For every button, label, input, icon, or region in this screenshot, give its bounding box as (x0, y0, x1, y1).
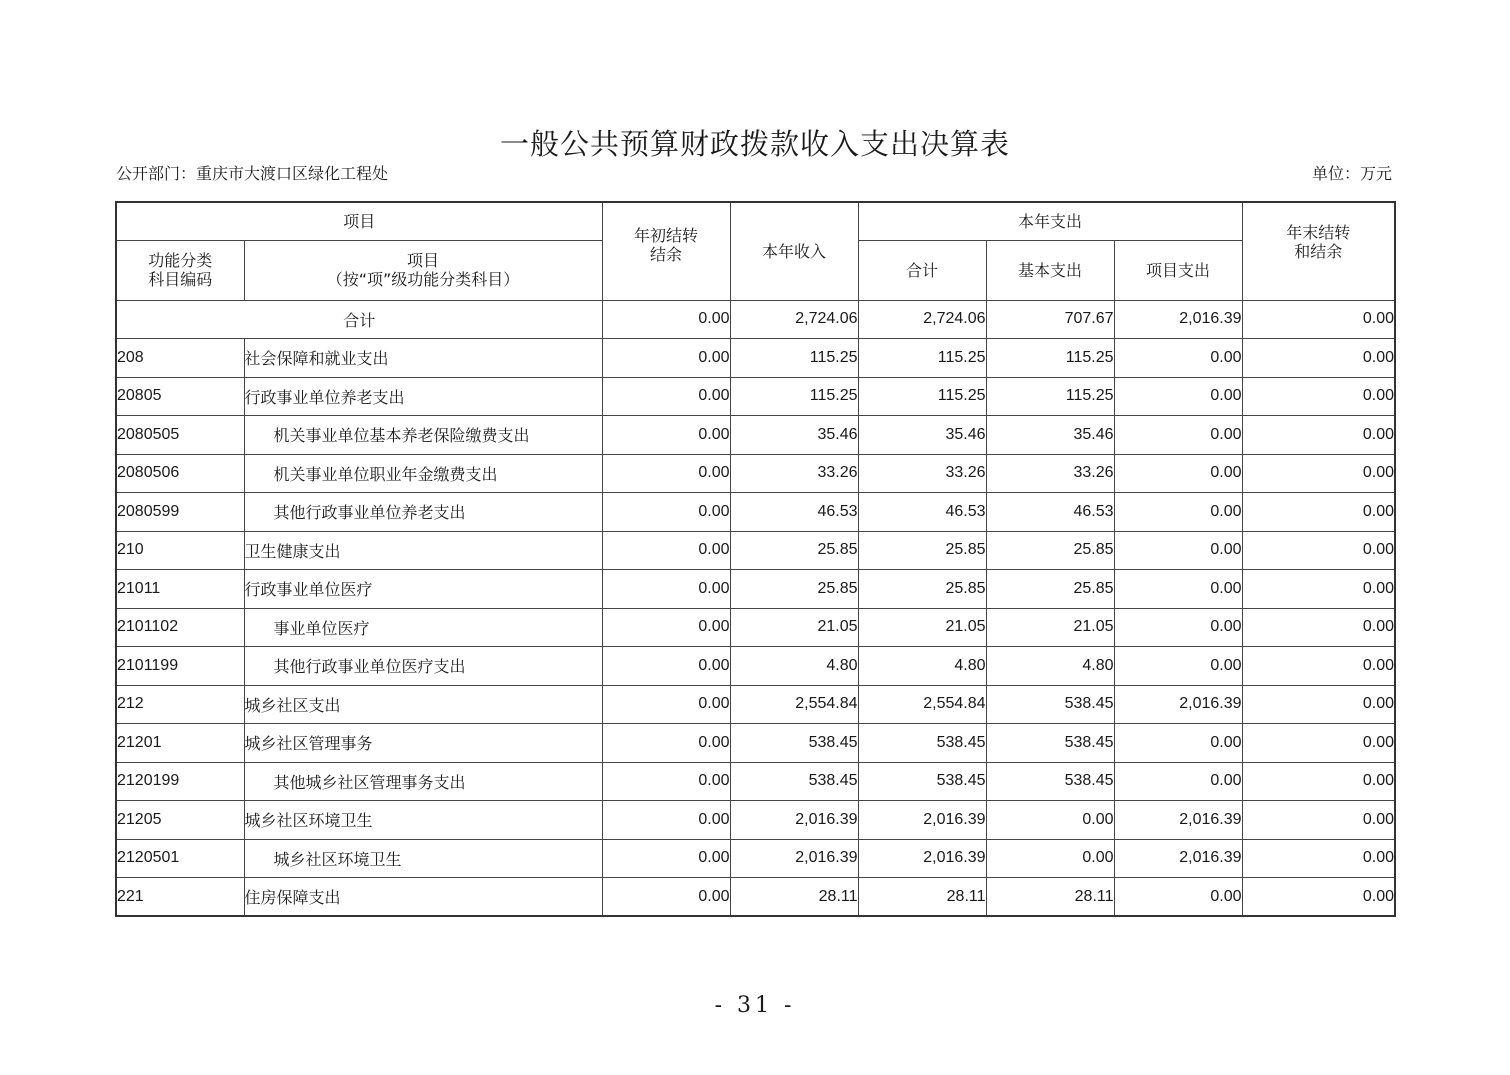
total-income: 2,724.06 (730, 300, 858, 339)
row-closing: 0.00 (1242, 570, 1395, 609)
budget-table (115, 201, 1396, 917)
row-basic: 538.45 (986, 762, 1114, 801)
row-income: 4.80 (730, 647, 858, 686)
row-closing: 0.00 (1242, 762, 1395, 801)
row-basic: 538.45 (986, 685, 1114, 724)
row-closing: 0.00 (1242, 724, 1395, 763)
row-code: 2101102 (116, 608, 244, 647)
row-opening: 0.00 (602, 762, 730, 801)
table-row (116, 878, 1395, 917)
table-row (116, 493, 1395, 532)
table-row (116, 416, 1395, 455)
row-name: 机关事业单位基本养老保险缴费支出 (244, 416, 602, 455)
row-opening: 0.00 (602, 416, 730, 455)
row-income: 115.25 (730, 377, 858, 416)
row-basic: 115.25 (986, 377, 1114, 416)
row-opening: 0.00 (602, 570, 730, 609)
row-income: 25.85 (730, 570, 858, 609)
row-basic: 33.26 (986, 454, 1114, 493)
total-opening: 0.00 (602, 300, 730, 339)
row-total: 4.80 (858, 647, 986, 686)
row-total: 33.26 (858, 454, 986, 493)
row-code: 21205 (116, 801, 244, 840)
row-closing: 0.00 (1242, 493, 1395, 532)
row-income: 46.53 (730, 493, 858, 532)
row-basic: 115.25 (986, 339, 1114, 378)
row-closing: 0.00 (1242, 685, 1395, 724)
row-closing: 0.00 (1242, 416, 1395, 455)
row-opening: 0.00 (602, 839, 730, 878)
row-total: 25.85 (858, 531, 986, 570)
total-row (116, 300, 1395, 339)
table-row (116, 570, 1395, 609)
header-item-name (244, 240, 602, 300)
row-opening: 0.00 (602, 493, 730, 532)
header-basic: 基本支出 (986, 240, 1114, 300)
total-expense-total: 2,724.06 (858, 300, 986, 339)
row-project: 0.00 (1114, 416, 1242, 455)
row-closing: 0.00 (1242, 339, 1395, 378)
row-name: 城乡社区管理事务 (244, 724, 602, 763)
row-income: 115.25 (730, 339, 858, 378)
row-name: 机关事业单位职业年金缴费支出 (244, 454, 602, 493)
row-opening: 0.00 (602, 454, 730, 493)
row-name: 城乡社区支出 (244, 685, 602, 724)
row-income: 2,016.39 (730, 801, 858, 840)
row-income: 538.45 (730, 724, 858, 763)
table-row (116, 762, 1395, 801)
row-basic: 25.85 (986, 570, 1114, 609)
row-code: 20805 (116, 377, 244, 416)
row-basic: 35.46 (986, 416, 1114, 455)
page-title: 一般公共预算财政拨款收入支出决算表 (499, 127, 1010, 161)
row-name: 其他行政事业单位养老支出 (244, 493, 602, 532)
row-closing: 0.00 (1242, 801, 1395, 840)
row-income: 33.26 (730, 454, 858, 493)
row-project: 0.00 (1114, 339, 1242, 378)
row-code: 2101199 (116, 647, 244, 686)
row-opening: 0.00 (602, 685, 730, 724)
row-total: 21.05 (858, 608, 986, 647)
row-income: 2,016.39 (730, 839, 858, 878)
row-opening: 0.00 (602, 377, 730, 416)
row-basic: 21.05 (986, 608, 1114, 647)
row-total: 2,554.84 (858, 685, 986, 724)
row-name: 社会保障和就业支出 (244, 339, 602, 378)
page-number: - 31 - (714, 993, 796, 1018)
row-opening: 0.00 (602, 801, 730, 840)
table-row (116, 724, 1395, 763)
header-item-name-line2: （按“项”级功能分类科目） (326, 270, 520, 289)
row-basic: 0.00 (986, 839, 1114, 878)
row-total: 538.45 (858, 762, 986, 801)
row-opening: 0.00 (602, 878, 730, 917)
table-row (116, 377, 1395, 416)
row-project: 0.00 (1114, 570, 1242, 609)
row-project: 0.00 (1114, 724, 1242, 763)
row-project: 0.00 (1114, 377, 1242, 416)
table-row (116, 531, 1395, 570)
row-basic: 0.00 (986, 801, 1114, 840)
row-name: 住房保障支出 (244, 878, 602, 917)
row-code: 212 (116, 685, 244, 724)
row-project: 0.00 (1114, 608, 1242, 647)
row-basic: 28.11 (986, 878, 1114, 917)
row-total: 2,016.39 (858, 801, 986, 840)
header-project: 项目支出 (1114, 240, 1242, 300)
total-closing: 0.00 (1242, 300, 1395, 339)
row-basic: 25.85 (986, 531, 1114, 570)
row-project: 0.00 (1114, 878, 1242, 917)
total-project: 2,016.39 (1114, 300, 1242, 339)
row-basic: 538.45 (986, 724, 1114, 763)
row-opening: 0.00 (602, 531, 730, 570)
row-name: 行政事业单位养老支出 (244, 377, 602, 416)
row-code: 2080599 (116, 493, 244, 532)
row-total: 35.46 (858, 416, 986, 455)
row-closing: 0.00 (1242, 878, 1395, 917)
row-project: 2,016.39 (1114, 801, 1242, 840)
row-code: 21201 (116, 724, 244, 763)
row-project: 0.00 (1114, 454, 1242, 493)
row-basic: 46.53 (986, 493, 1114, 532)
row-basic: 4.80 (986, 647, 1114, 686)
table-row (116, 339, 1395, 378)
table-row (116, 685, 1395, 724)
row-total: 28.11 (858, 878, 986, 917)
row-code: 221 (116, 878, 244, 917)
row-code: 208 (116, 339, 244, 378)
row-name: 其他行政事业单位医疗支出 (244, 647, 602, 686)
row-income: 35.46 (730, 416, 858, 455)
row-opening: 0.00 (602, 339, 730, 378)
row-name: 事业单位医疗 (244, 608, 602, 647)
row-code: 210 (116, 531, 244, 570)
total-basic: 707.67 (986, 300, 1114, 339)
total-label: 合计 (116, 300, 602, 339)
row-closing: 0.00 (1242, 647, 1395, 686)
header-year-expense: 本年支出 (858, 202, 1242, 240)
table-row (116, 647, 1395, 686)
row-opening: 0.00 (602, 724, 730, 763)
row-total: 115.25 (858, 377, 986, 416)
unit-label: 单位：万元 (1311, 164, 1392, 183)
row-project: 0.00 (1114, 531, 1242, 570)
header-total: 合计 (858, 240, 986, 300)
header-func-code-text: 功能分类科目编码 (148, 251, 213, 289)
row-opening: 0.00 (602, 608, 730, 647)
header-item-name-line1: 项目 (407, 251, 440, 270)
table-row (116, 608, 1395, 647)
row-closing: 0.00 (1242, 839, 1395, 878)
row-income: 28.11 (730, 878, 858, 917)
row-income: 2,554.84 (730, 685, 858, 724)
row-name: 城乡社区环境卫生 (244, 801, 602, 840)
row-code: 2120501 (116, 839, 244, 878)
row-closing: 0.00 (1242, 454, 1395, 493)
header-item-group: 项目 (116, 202, 602, 240)
row-closing: 0.00 (1242, 531, 1395, 570)
header-closing-balance-text: 年末结转和结余 (1286, 223, 1351, 262)
header-opening-balance-text: 年初结转结余 (634, 226, 699, 265)
row-name: 行政事业单位医疗 (244, 570, 602, 609)
row-code: 2080505 (116, 416, 244, 455)
row-total: 538.45 (858, 724, 986, 763)
row-name: 卫生健康支出 (244, 531, 602, 570)
department-label: 公开部门：重庆市大渡口区绿化工程处 (116, 164, 389, 183)
row-code: 2120199 (116, 762, 244, 801)
row-income: 21.05 (730, 608, 858, 647)
table-row (116, 454, 1395, 493)
row-project: 0.00 (1114, 647, 1242, 686)
header-year-income: 本年收入 (730, 202, 858, 300)
header-closing-balance (1242, 202, 1395, 300)
row-total: 115.25 (858, 339, 986, 378)
row-name: 其他城乡社区管理事务支出 (244, 762, 602, 801)
row-total: 2,016.39 (858, 839, 986, 878)
row-project: 2,016.39 (1114, 839, 1242, 878)
row-income: 538.45 (730, 762, 858, 801)
table-row (116, 839, 1395, 878)
row-total: 25.85 (858, 570, 986, 609)
row-total: 46.53 (858, 493, 986, 532)
row-income: 25.85 (730, 531, 858, 570)
header-func-code (116, 240, 244, 300)
row-project: 2,016.39 (1114, 685, 1242, 724)
row-name: 城乡社区环境卫生 (244, 839, 602, 878)
table-row (116, 801, 1395, 840)
row-code: 21011 (116, 570, 244, 609)
row-code: 2080506 (116, 454, 244, 493)
header-opening-balance (602, 202, 730, 300)
row-opening: 0.00 (602, 647, 730, 686)
row-project: 0.00 (1114, 762, 1242, 801)
row-closing: 0.00 (1242, 608, 1395, 647)
row-closing: 0.00 (1242, 377, 1395, 416)
row-project: 0.00 (1114, 493, 1242, 532)
